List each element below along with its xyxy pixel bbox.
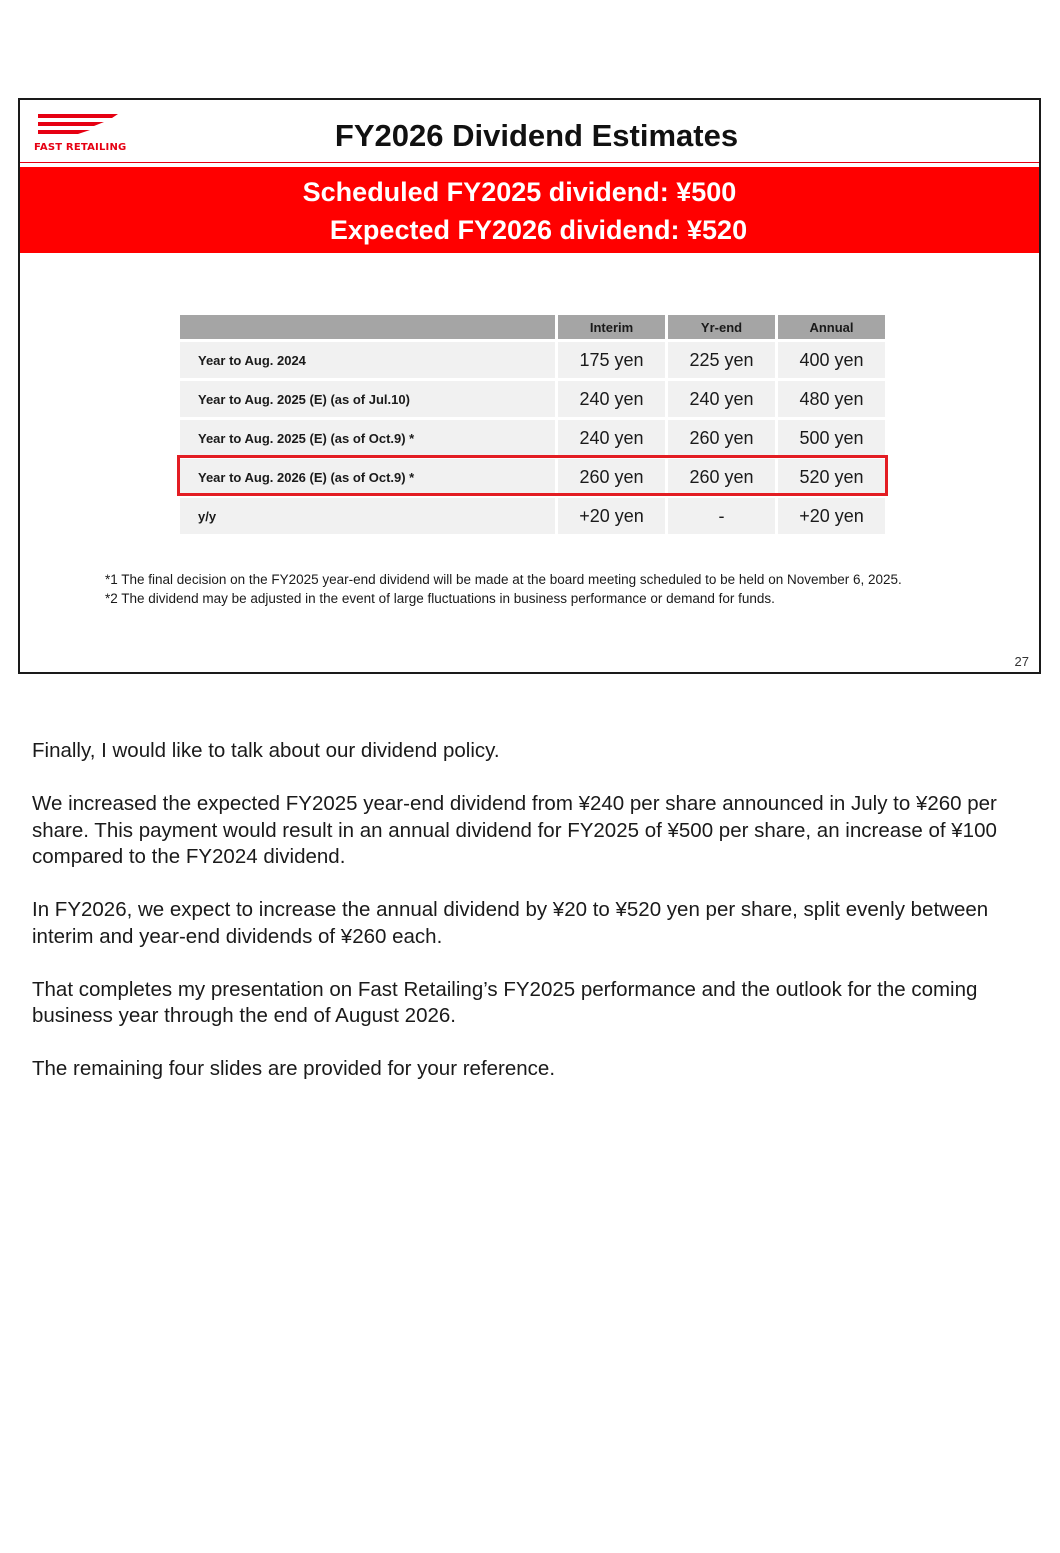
transcript-paragraph: In FY2026, we expect to increase the annual dividend by ¥20 to ¥520 yen per share, split evenly between interim and year-end dividends of ¥260 each. — [32, 898, 989, 948]
table-row — [180, 342, 885, 378]
row-label: y/y — [180, 498, 555, 534]
row-label: Year to Aug. 2026 (E) (as of Oct.9) * — [180, 459, 555, 495]
cell-interim: 240 yen — [558, 381, 665, 417]
cell-interim: 240 yen — [558, 420, 665, 456]
slide-title: FY2026 Dividend Estimates — [334, 118, 739, 153]
footnotes — [105, 570, 902, 608]
cell-interim: 175 yen — [558, 342, 665, 378]
cell-yr-end: 225 yen — [668, 342, 775, 378]
row-label: Year to Aug. 2025 (E) (as of Oct.9) * — [180, 420, 555, 456]
transcript-paragraph: That completes my presentation on Fast Retailing’s FY2025 performance and the outlook for the coming business year through the end of August 2026. — [32, 977, 978, 1027]
table-row-highlighted — [180, 459, 885, 495]
table-row-yoy — [180, 498, 885, 534]
transcript-paragraph: We increased the expected FY2025 year-end dividend from ¥240 per share announced in July to ¥260 per share. This payment would result in an annual dividend for FY2025 of ¥500 per share, an increase of ¥100 compared to the FY2024 dividend. — [32, 792, 997, 868]
cell-annual: 520 yen — [778, 459, 885, 495]
table-header-blank — [180, 315, 555, 339]
speaker-transcript — [32, 738, 1022, 1109]
cell-yr-end: 260 yen — [668, 459, 775, 495]
transcript-paragraph: Finally, I would like to talk about our dividend policy. — [32, 739, 500, 762]
table-header-annual: Annual — [778, 315, 885, 339]
table-header-yr-end: Yr-end — [668, 315, 775, 339]
cell-yr-end: 260 yen — [668, 420, 775, 456]
banner-line-scheduled: Scheduled FY2025 dividend: ¥500 — [302, 177, 737, 207]
row-label: Year to Aug. 2024 — [180, 342, 555, 378]
cell-yr-end: 240 yen — [668, 381, 775, 417]
cell-interim: +20 yen — [558, 498, 665, 534]
page-number: 27 — [1014, 654, 1029, 669]
table-row — [180, 381, 885, 417]
footnote-1: *1 The final decision on the FY2025 year-end dividend will be made at the board meeting scheduled to be held on November 6, 2025. — [105, 572, 902, 587]
cell-yr-end: - — [668, 498, 775, 534]
dividend-banner — [20, 167, 1039, 253]
cell-annual: +20 yen — [778, 498, 885, 534]
row-label: Year to Aug. 2025 (E) (as of Jul.10) — [180, 381, 555, 417]
banner-line-expected: Expected FY2026 dividend: ¥520 — [329, 215, 748, 245]
table-header-interim: Interim — [558, 315, 665, 339]
cell-interim: 260 yen — [558, 459, 665, 495]
footnote-2: *2 The dividend may be adjusted in the event of large fluctuations in business performance or demand for funds. — [105, 591, 775, 606]
logo-text: FAST RETAILING — [34, 142, 127, 153]
cell-annual: 400 yen — [778, 342, 885, 378]
title-divider — [20, 162, 1039, 163]
dividend-table — [177, 312, 888, 537]
cell-annual: 500 yen — [778, 420, 885, 456]
table-header-row — [180, 315, 885, 339]
table-row — [180, 420, 885, 456]
slide — [18, 98, 1041, 674]
cell-annual: 480 yen — [778, 381, 885, 417]
transcript-paragraph: The remaining four slides are provided for your reference. — [32, 1057, 556, 1080]
